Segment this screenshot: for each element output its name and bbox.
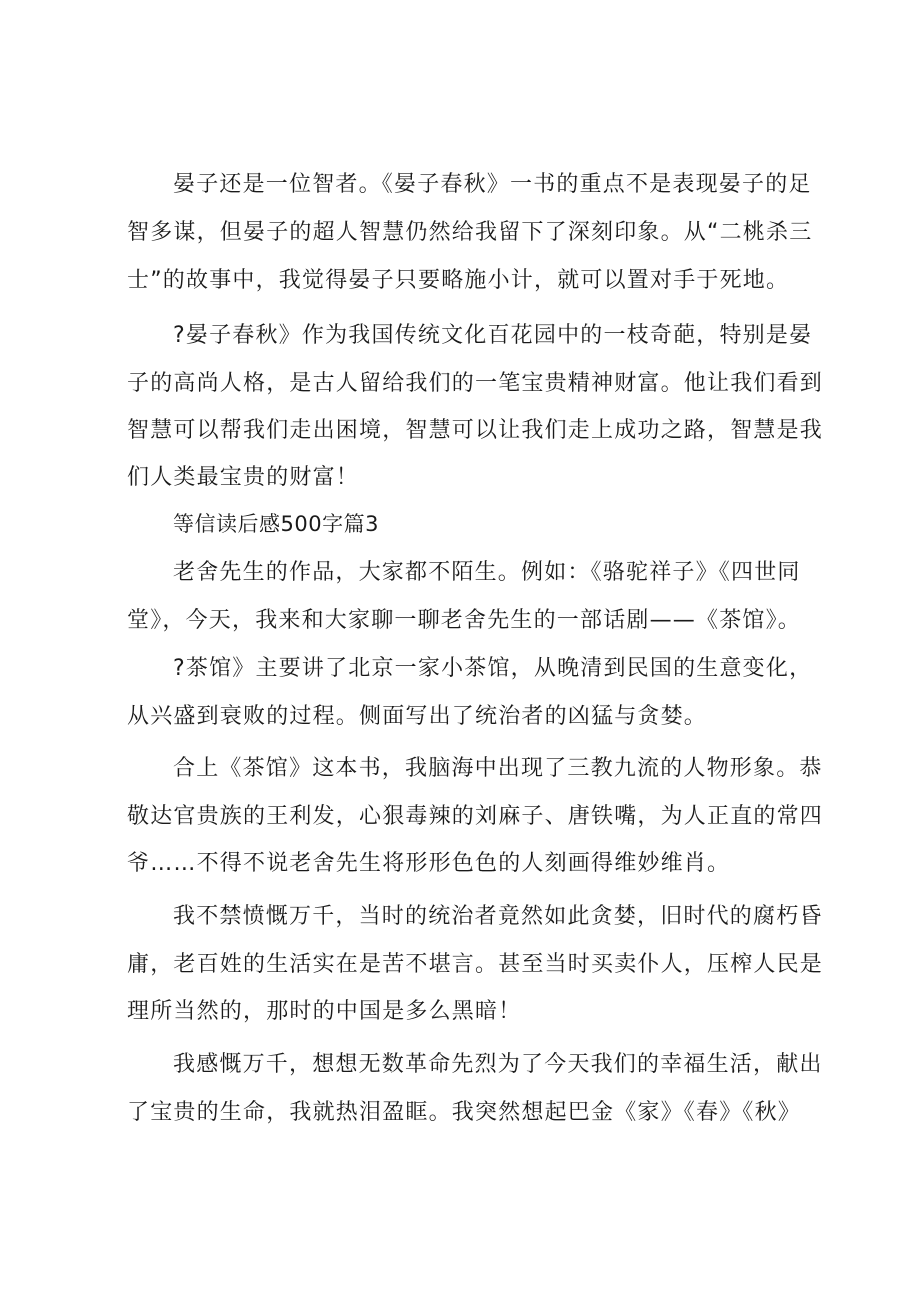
text-line: 从兴盛到衰败的过程。侧面写出了统治者的凶猛与贪婪。 xyxy=(127,704,708,729)
text-line: ?晏子春秋》作为我国传统文化百花园中的一枝奇葩，特别是晏 xyxy=(173,323,813,348)
text-line: 堂》，今天，我来和大家聊一聊老舍先生的一部话剧——《茶馆》。 xyxy=(127,608,802,633)
text-line: ?茶馆》主要讲了北京一家小茶馆，从晚清到民国的生意变化， xyxy=(173,656,813,681)
text-line: 了宝贵的生命，我就热泪盈眶。我突然想起巴金《家》《春》《秋》 xyxy=(127,1100,802,1125)
text-line: 们人类最宝贵的财富！ xyxy=(127,465,360,490)
text-line: 爷……不得不说老舍先生将形形色色的人刻画得维妙维肖。 xyxy=(127,851,731,876)
text-line: 智慧可以帮我们走出困境，智慧可以让我们走上成功之路，智慧是我 xyxy=(127,418,824,443)
text-line: 老舍先生的作品，大家都不陌生。例如：《骆驼祥子》《四世同 xyxy=(173,560,801,585)
section-heading: 等信读后感500字篇3 xyxy=(173,512,379,536)
text-line: 子的高尚人格，是古人留给我们的一笔宝贵精神财富。他让我们看到 xyxy=(127,371,824,396)
text-line: 敬达官贵族的王利发，心狠毒辣的刘麻子、唐铁嘴，为人正直的常四 xyxy=(127,804,824,829)
text-line: 庸，老百姓的生活实在是苦不堪言。甚至当时买卖仆人，压榨人民是 xyxy=(127,952,824,977)
text-line: 我不禁愤慨万千，当时的统治者竟然如此贪婪，旧时代的腐朽昏 xyxy=(173,904,823,929)
text-line: 智多谋，但晏子的超人智慧仍然给我留下了深刻印象。从“二桃杀三 xyxy=(127,220,813,245)
text-line: 理所当然的，那时的中国是多么黑暗！ xyxy=(127,999,522,1024)
text-line: 晏子还是一位智者。《晏子春秋》一书的重点不是表现晏子的足 xyxy=(173,172,812,197)
text-line: 合上《茶馆》这本书，我脑海中出现了三教九流的人物形象。恭 xyxy=(173,756,823,781)
text-line: 我感慨万千，想想无数革命先烈为了今天我们的幸福生活，献出 xyxy=(173,1052,823,1077)
text-line: 士”的故事中，我觉得晏子只要略施小计，就可以置对手于死地。 xyxy=(127,268,790,293)
